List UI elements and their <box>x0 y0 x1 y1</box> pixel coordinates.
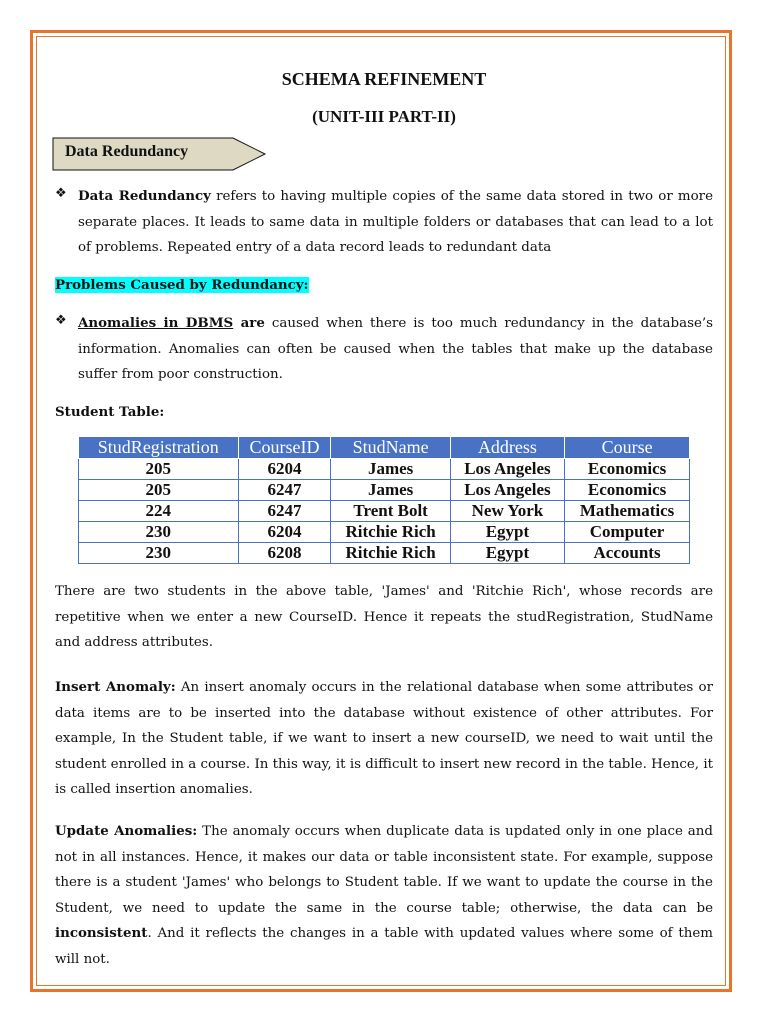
table-cell: 6204 <box>238 522 331 543</box>
table-cell: 205 <box>79 459 239 480</box>
table-cell: Ritchie Rich <box>331 522 450 543</box>
table-cell: Egypt <box>450 543 564 564</box>
table-cell: James <box>331 480 450 501</box>
table-cell: Egypt <box>450 522 564 543</box>
table-cell: Accounts <box>565 543 690 564</box>
table-cell: Mathematics <box>565 501 690 522</box>
diamond-bullet-icon: ❖ <box>55 186 67 201</box>
table-cell: Economics <box>565 459 690 480</box>
term-update-anomalies: Update Anomalies: <box>55 823 198 839</box>
table-cell: Economics <box>565 480 690 501</box>
diamond-bullet-icon: ❖ <box>55 313 67 328</box>
table-cell: 224 <box>79 501 239 522</box>
highlighted-heading: Problems Caused by Redundancy: <box>55 277 309 293</box>
table-row <box>79 522 690 543</box>
paragraph-update-anomalies: Update Anomalies: The anomaly occurs when duplicate data is updated only in one place and not in all instances. Hence, it makes our data or table inconsistent state. For example, suppose there is a student 'James' who belongs to Student table. If we want to update the course in the Student, we need to update the same in the course table; otherwise, the data can be inconsistent. And it reflects the changes in a table with updated values where some of them will not. <box>55 823 713 967</box>
table-cell: James <box>331 459 450 480</box>
table-cell: New York <box>450 501 564 522</box>
table-cell: Computer <box>565 522 690 543</box>
term-data-redundancy: Data Redundancy <box>78 188 211 204</box>
paragraph-table-explanation: There are two students in the above table, 'James' and 'Ritchie Rich', whose records are repetitive when we enter a new CourseID. Hence it repeats the studRegistration, StudName and address attributes. <box>55 584 713 651</box>
table-row <box>79 501 690 522</box>
table-cell: Ritchie Rich <box>331 543 450 564</box>
table-cell: 6208 <box>238 543 331 564</box>
table-cell: 6204 <box>238 459 331 480</box>
table-cell: 230 <box>79 522 239 543</box>
paragraph-insert-anomaly: Insert Anomaly: An insert anomaly occurs in the relational database when some attributes or data items are to be inserted into the database without existence of other attributes. For example, In the Student table, if we want to insert a new courseID, we need to wait until the student enrolled in a course. In this way, it is difficult to insert new record in the table. Hence, it is called insertion anomalies. <box>55 679 713 798</box>
table-cell: 6247 <box>238 480 331 501</box>
problems-heading <box>55 273 713 299</box>
student-table-label: Student Table: <box>55 404 165 420</box>
table-cell: 230 <box>79 543 239 564</box>
term-anomalies-in-dbms: Anomalies in DBMS <box>78 315 234 331</box>
table-cell: Los Angeles <box>450 459 564 480</box>
table-row <box>79 459 690 480</box>
student-table <box>78 436 690 564</box>
column-header: StudRegistration <box>79 437 239 459</box>
term-insert-anomaly: Insert Anomaly: <box>55 679 176 695</box>
table-cell: Los Angeles <box>450 480 564 501</box>
column-header: CourseID <box>238 437 331 459</box>
document-title: SCHEMA REFINEMENT <box>281 69 487 89</box>
table-row <box>79 543 690 564</box>
table-cell: 205 <box>79 480 239 501</box>
paragraph-anomalies: Anomalies in DBMS are caused when there is too much redundancy in the database’s information. Anomalies can often be caused when the tables that make up the database suffer from poor construction. <box>78 315 713 383</box>
document-subtitle: (UNIT-III PART-II) <box>312 107 456 126</box>
table-header-row <box>79 437 690 459</box>
section-tag-label: Data Redundancy <box>65 143 189 160</box>
column-header: Course <box>565 437 690 459</box>
table-cell: Trent Bolt <box>331 501 450 522</box>
column-header: Address <box>450 437 564 459</box>
paragraph-data-redundancy: Data Redundancy refers to having multiple copies of the same data stored in two or more separate places. It leads to same data in multiple folders or databases that can lead to a lot of problems. Repeated entry of a data record leads to redundant data <box>78 188 713 256</box>
section-tag-data-redundancy <box>52 137 268 171</box>
table-cell: 6247 <box>238 501 331 522</box>
column-header: StudName <box>331 437 450 459</box>
table-row <box>79 480 690 501</box>
